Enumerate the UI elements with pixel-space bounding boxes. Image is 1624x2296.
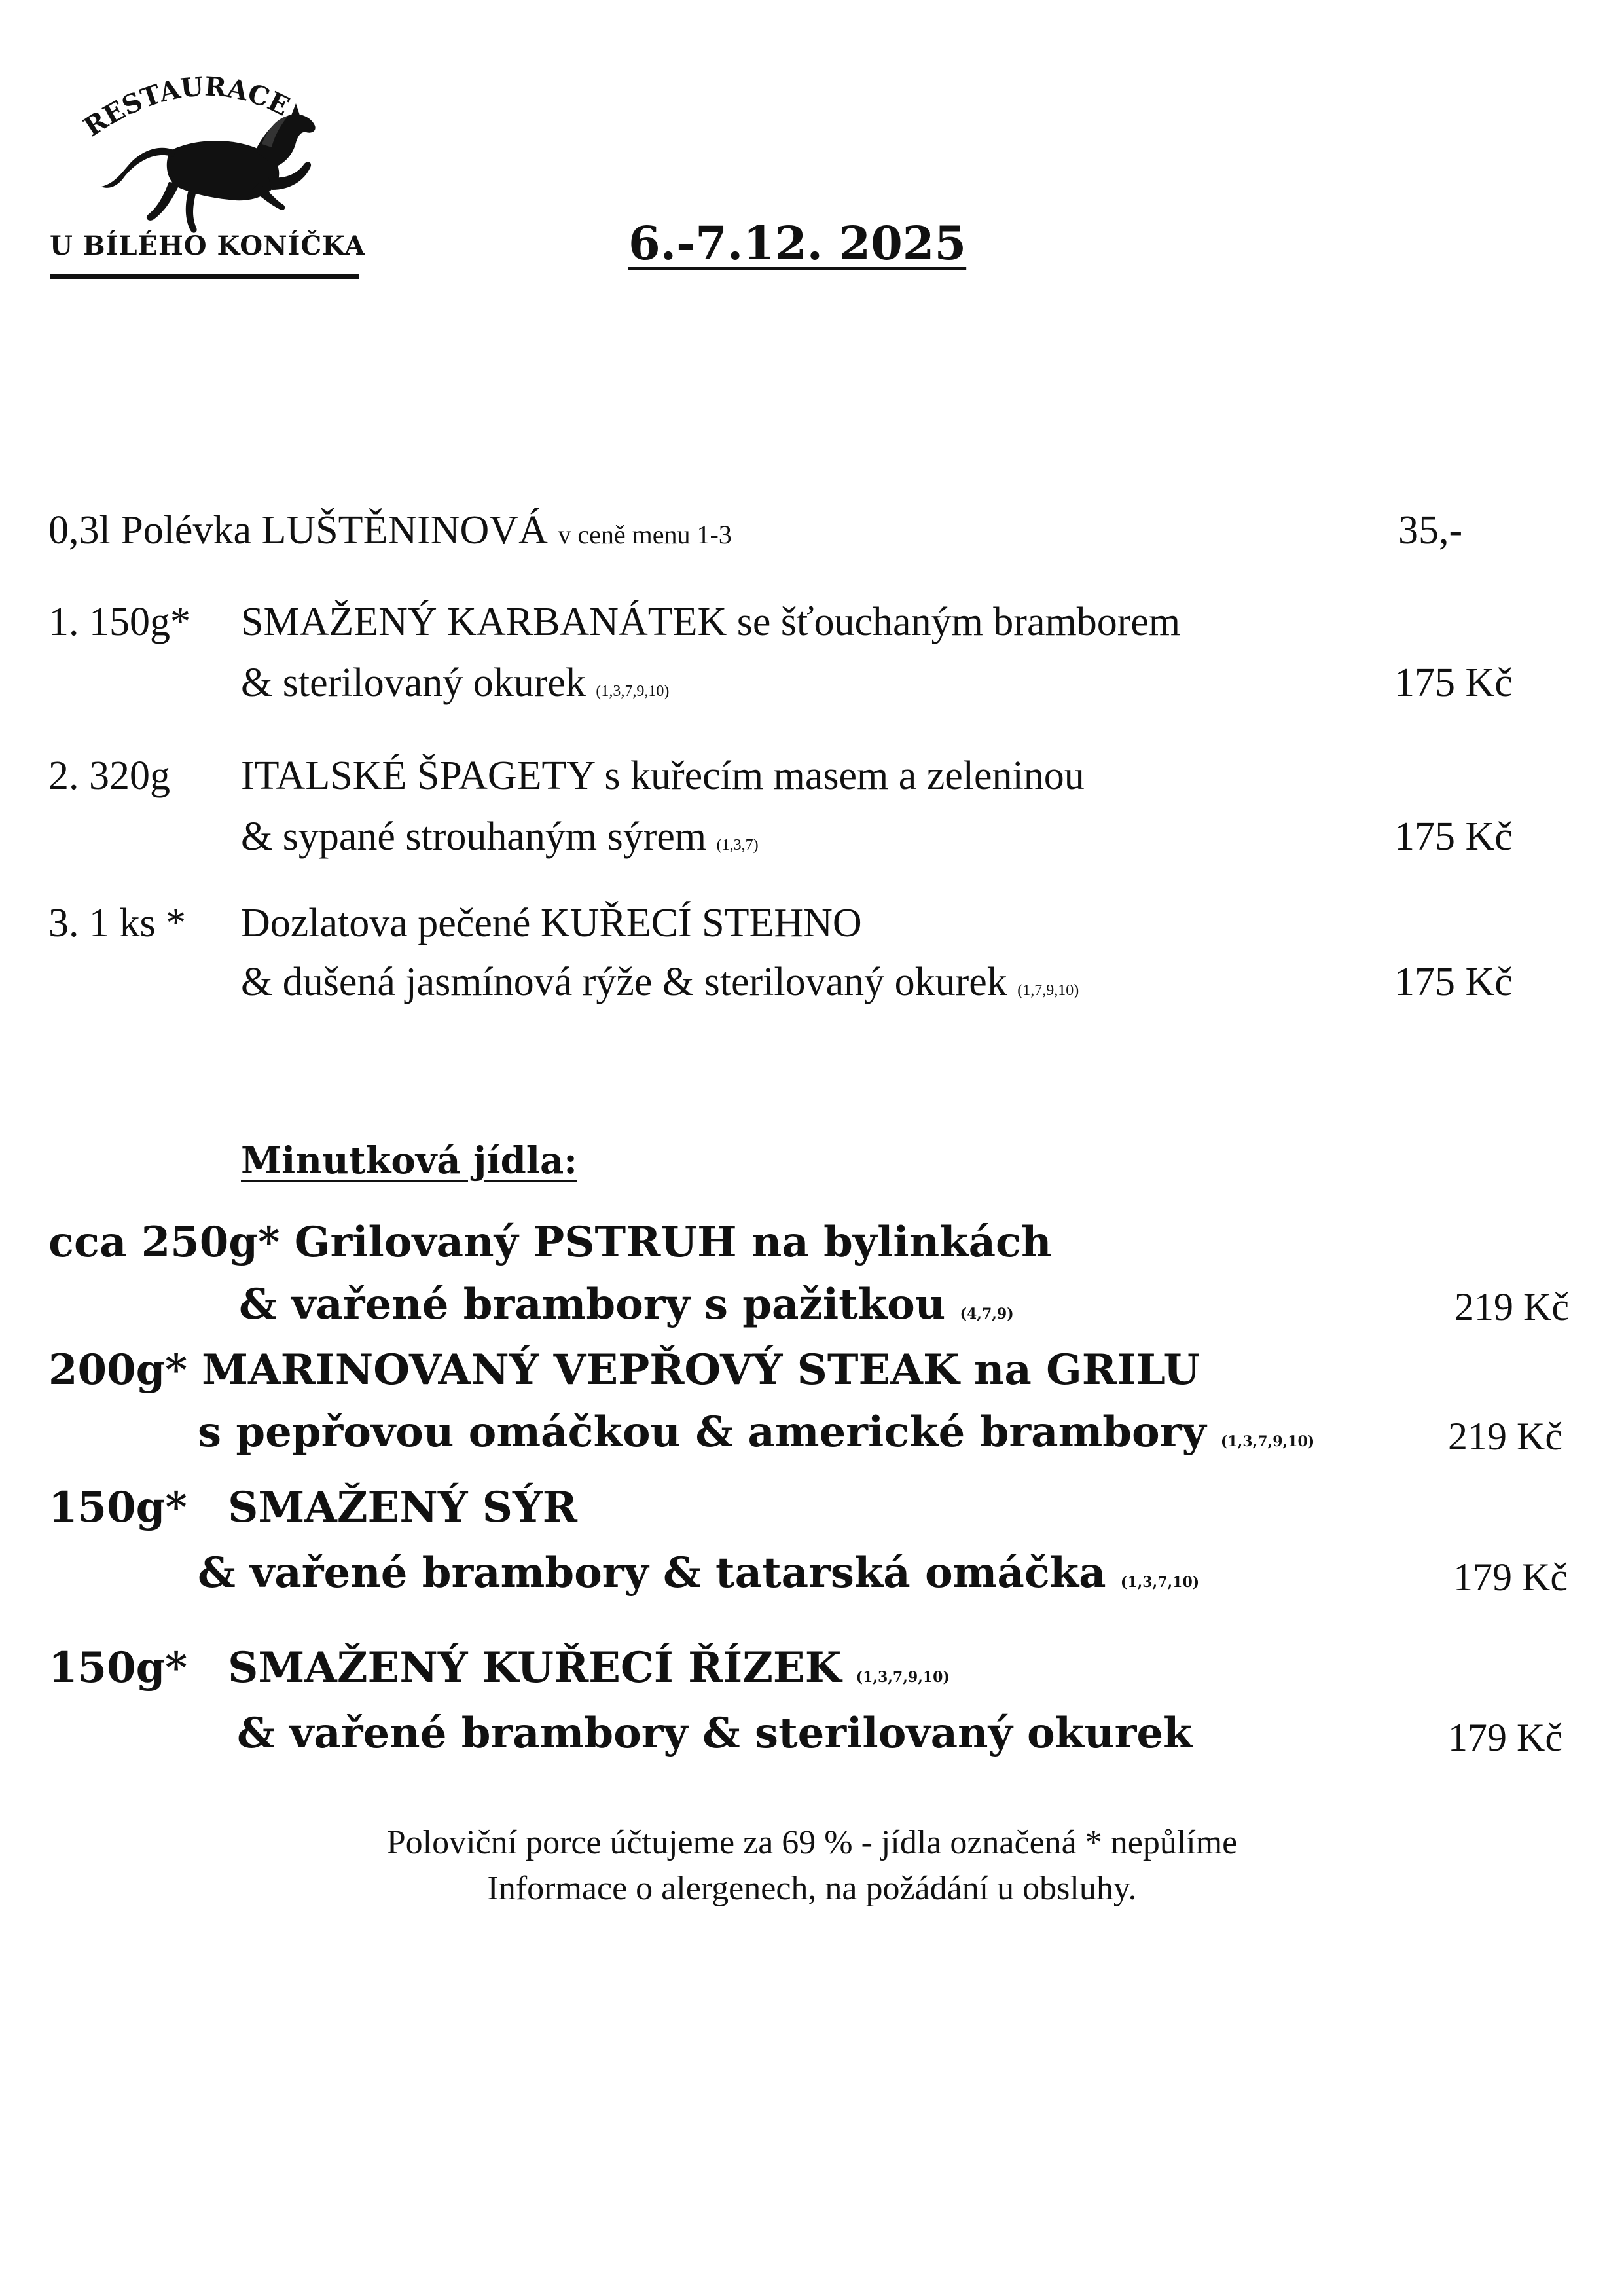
minute-4-line1: SMAŽENÝ KUŘECÍ ŘÍZEK — [228, 1643, 842, 1692]
minute-2-price: 219 Kč — [1448, 1415, 1562, 1458]
menu-3-price: 175 Kč — [1394, 960, 1513, 1004]
soup-note: v ceně menu 1-3 — [558, 520, 732, 549]
footer-half-portion-note: Poloviční porce účtujeme za 69 % - jídla označená * nepůlíme — [386, 1824, 1238, 1861]
menu-2-line1: ITALSKÉ ŠPAGETY s kuřecím masem a zeleninou — [241, 754, 1085, 798]
logo-name: U BÍLÉHO KONÍČKA — [50, 230, 366, 261]
minute-1-line2-wrap — [239, 1280, 1014, 1329]
menu-3-line1: Dozlatova pečené KUŘECÍ STEHNO — [241, 901, 862, 945]
minute-2-weight: 200g* — [48, 1345, 187, 1394]
minute-1-weight: cca 250g* — [48, 1218, 280, 1267]
menu-1-weight: 1. 150g* — [48, 600, 190, 644]
minute-3-weight: 150g* — [48, 1483, 187, 1532]
minute-3-line1: SMAŽENÝ SÝR — [228, 1483, 577, 1532]
minute-4-price: 179 Kč — [1448, 1716, 1562, 1759]
minute-2-line1: MARINOVANÝ VEPŘOVÝ STEAK na GRILU — [202, 1345, 1200, 1394]
menu-3-line2-wrap — [241, 959, 1079, 1006]
menu-date: 6.-7.12. 2025 — [628, 216, 967, 270]
footer-allergen-note: Informace o alergenech, na požádání u obsluhy. — [487, 1870, 1137, 1907]
minute-2-line2: s pepřovou omáčkou & americké brambory — [198, 1408, 1206, 1457]
horse-icon — [101, 103, 316, 233]
minute-1-price: 219 Kč — [1454, 1285, 1569, 1328]
menu-2-line2: & sypané strouhaným sýrem — [241, 814, 707, 859]
minute-2-allergens: (1,3,7,9,10) — [1220, 1433, 1315, 1450]
minute-3-price: 179 Kč — [1453, 1556, 1568, 1599]
menu-3-line2: & dušená jasmínová rýže & sterilovaný okurek — [241, 960, 1007, 1004]
logo-arc-text: RESTAURACE — [78, 71, 295, 143]
minute-3-allergens: (1,3,7,10) — [1120, 1574, 1200, 1591]
minute-meals-title: Minutková jídla: — [241, 1139, 577, 1182]
menu-1-line1: SMAŽENÝ KARBANÁTEK se šťouchaným bramborem — [241, 600, 1181, 644]
logo-underline — [50, 274, 359, 279]
restaurant-logo — [39, 52, 367, 288]
menu-2-allergens: (1,3,7) — [716, 837, 759, 854]
minute-2-line2-wrap — [198, 1408, 1314, 1457]
minute-3-line2: & vařené brambory & tatarská omáčka — [198, 1548, 1106, 1597]
menu-1-line2-wrap — [241, 660, 669, 706]
menu-3-weight: 3. 1 ks * — [48, 901, 187, 945]
menu-3-allergens: (1,7,9,10) — [1017, 982, 1079, 999]
menu-1-price: 175 Kč — [1394, 661, 1513, 705]
menu-1-line2: & sterilovaný okurek — [241, 661, 586, 705]
soup-text: 0,3l Polévka LUŠTĚNINOVÁ — [48, 508, 548, 553]
minute-4-weight: 150g* — [48, 1643, 187, 1692]
minute-3-line2-wrap — [198, 1548, 1199, 1597]
minute-4-allergens: (1,3,7,9,10) — [856, 1669, 950, 1686]
minute-4-line2: & vařené brambory & sterilovaný okurek — [237, 1709, 1193, 1758]
minute-1-allergens: (4,7,9) — [960, 1305, 1014, 1322]
minute-2-line1-wrap — [48, 1345, 1200, 1394]
menu-1-allergens: (1,3,7,9,10) — [596, 683, 670, 700]
menu-2-weight: 2. 320g — [48, 754, 170, 798]
soup-line — [48, 507, 732, 554]
minute-4-line1-wrap — [48, 1643, 950, 1692]
logo-graphic — [39, 52, 367, 236]
minute-3-line1-wrap — [48, 1483, 577, 1532]
menu-2-price: 175 Kč — [1394, 814, 1513, 859]
menu-2-line2-wrap — [241, 814, 759, 860]
minute-1-line1-wrap — [48, 1218, 1052, 1267]
soup-price: 35,- — [1398, 508, 1463, 553]
minute-1-line1: Grilovaný PSTRUH na bylinkách — [294, 1218, 1052, 1267]
minute-1-line2: & vařené brambory s pažitkou — [239, 1280, 946, 1329]
